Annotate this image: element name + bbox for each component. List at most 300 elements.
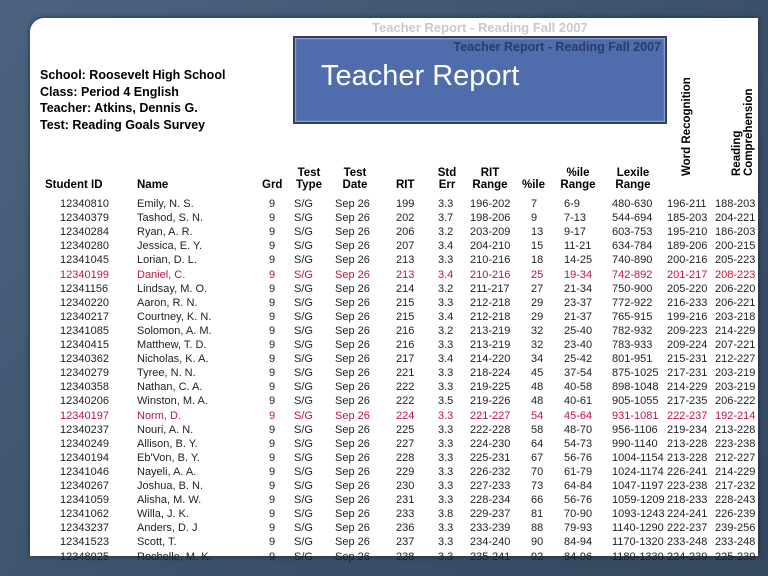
- student-id-cell: 12340237: [60, 423, 109, 436]
- page-number: p. 3: [678, 33, 728, 63]
- test-type-cell: S/G: [294, 339, 313, 351]
- header-pct-range-1: %ile: [566, 167, 590, 179]
- test-type-cell: S/G: [294, 296, 313, 309]
- header-grd: Grd: [262, 179, 283, 191]
- report-info: [40, 67, 225, 133]
- test-type-cell: S/G: [294, 282, 313, 295]
- std-err-cell: 3.3: [438, 494, 454, 507]
- word-recognition-cell: 199-216: [667, 310, 708, 323]
- header-rit-range-1: RIT: [480, 167, 500, 179]
- std-err-cell: 3.3: [438, 198, 454, 210]
- percentile-cell: 81: [531, 508, 544, 521]
- table-row: [0, 409, 768, 423]
- class-line: Class: Period 4 English: [40, 84, 179, 99]
- word-recognition-cell: 213-228: [667, 451, 708, 464]
- grade-cell: 9: [269, 282, 276, 295]
- word-recognition-cell: 223-238: [667, 480, 708, 492]
- rit-range-cell: 213-219: [470, 324, 511, 337]
- word-recognition-cell: 200-216: [667, 254, 708, 267]
- student-id-cell: 12340199: [60, 268, 109, 281]
- std-err-cell: 3.2: [438, 324, 454, 337]
- student-name-cell: Emily, N. S.: [137, 198, 194, 210]
- lexile-range-cell: 1140-1290: [612, 522, 664, 535]
- student-name-cell: Ryan, A. R.: [137, 226, 193, 239]
- lexile-range-cell: 772-922: [612, 296, 653, 309]
- reading-comprehension-cell: 214-229: [715, 324, 756, 337]
- table-row: [0, 310, 768, 324]
- test-type-cell: S/G: [294, 226, 313, 239]
- table-row: [0, 479, 768, 493]
- table-row: [0, 197, 768, 211]
- rit-range-cell: 210-216: [470, 268, 511, 281]
- test-date-cell: Sep 26: [335, 536, 370, 549]
- rit-cell: 231: [396, 494, 415, 507]
- header-std-err-2: Err: [438, 179, 456, 191]
- student-name-cell: Winston, M. A.: [137, 395, 208, 408]
- rit-range-cell: 212-218: [470, 296, 511, 309]
- rit-cell: 206: [396, 226, 415, 239]
- test-type-cell: S/G: [294, 451, 313, 464]
- percentile-range-cell: 56-76: [564, 451, 593, 464]
- student-name-cell: Allison, B. Y.: [137, 437, 198, 450]
- std-err-cell: 3.8: [438, 508, 454, 521]
- percentile-range-cell: 84-96: [564, 550, 593, 563]
- table-row: [0, 423, 768, 437]
- rit-range-cell: 235-241: [470, 550, 511, 563]
- rit-cell: 216: [396, 324, 415, 337]
- lexile-range-cell: 1047-1197: [612, 480, 664, 492]
- grade-cell: 9: [269, 226, 276, 239]
- word-recognition-cell: 189-206: [667, 240, 708, 253]
- grade-cell: 9: [269, 198, 276, 210]
- table-row: [0, 239, 768, 253]
- test-date-cell: Sep 26: [335, 508, 370, 521]
- header-std-err-1: Std: [437, 167, 457, 179]
- test-date-cell: Sep 26: [335, 437, 370, 450]
- student-id-cell: 12343237: [60, 522, 109, 535]
- percentile-range-cell: 25-42: [564, 353, 593, 366]
- lexile-range-cell: 801-951: [612, 353, 653, 366]
- student-name-cell: Nayeli, A. A.: [137, 465, 197, 478]
- student-name-cell: Tashod, S. N.: [137, 212, 204, 225]
- std-err-cell: 3.3: [438, 339, 454, 351]
- percentile-range-cell: 48-70: [564, 423, 593, 436]
- lexile-range-cell: 898-1048: [612, 381, 659, 394]
- test-type-cell: S/G: [294, 212, 313, 225]
- student-id-cell: 12341045: [60, 254, 109, 267]
- test-date-cell: Sep 26: [335, 494, 370, 507]
- reading-comprehension-cell: 212-227: [715, 353, 756, 366]
- student-id-cell: 12341059: [60, 494, 109, 507]
- rit-range-cell: 212-218: [470, 310, 511, 323]
- percentile-cell: 13: [531, 226, 544, 239]
- reading-comprehension-cell: 200-215: [715, 240, 756, 253]
- std-err-cell: 3.7: [438, 212, 454, 225]
- grade-cell: 9: [269, 494, 276, 507]
- teacher-line: Teacher: Atkins, Dennis G.: [40, 101, 198, 115]
- percentile-range-cell: 25-40: [564, 324, 593, 337]
- header-lexile-1: Lexile: [616, 167, 650, 179]
- std-err-cell: 3.3: [438, 480, 454, 492]
- student-id-cell: 12340249: [60, 437, 109, 450]
- percentile-range-cell: 6-9: [564, 198, 580, 210]
- lexile-range-cell: 1024-1174: [612, 465, 664, 478]
- lexile-range-cell: 931-1081: [612, 409, 659, 422]
- std-err-cell: 3.3: [438, 423, 454, 436]
- grade-cell: 9: [269, 381, 276, 394]
- student-name-cell: Jessica, E. Y.: [137, 240, 203, 253]
- rit-cell: 216: [396, 339, 415, 351]
- student-id-cell: 12340206: [60, 395, 109, 408]
- test-date-cell: Sep 26: [335, 282, 370, 295]
- lexile-range-cell: 480-630: [612, 198, 653, 210]
- rit-range-cell: 226-232: [470, 465, 511, 478]
- lexile-range-cell: 544-694: [612, 212, 653, 225]
- student-name-cell: Joshua, B. N.: [137, 480, 204, 492]
- test-type-cell: S/G: [294, 437, 313, 450]
- table-row: [0, 324, 768, 338]
- percentile-range-cell: 40-58: [564, 381, 593, 394]
- grade-cell: 9: [269, 395, 276, 408]
- rit-cell: 207: [396, 240, 415, 253]
- word-recognition-cell: 218-233: [667, 494, 708, 507]
- percentile-cell: 64: [531, 437, 544, 450]
- word-recognition-cell: 226-241: [667, 465, 708, 478]
- word-recognition-cell: 222-237: [667, 409, 708, 422]
- percentile-range-cell: 21-34: [564, 282, 593, 295]
- percentile-cell: 32: [531, 339, 544, 351]
- rit-cell: 199: [396, 198, 415, 210]
- test-line: Test: Reading Goals Survey: [40, 117, 206, 132]
- header-lexile-2: Range: [615, 179, 651, 191]
- rit-cell: 222: [396, 381, 415, 394]
- rit-cell: 215: [396, 310, 415, 323]
- header-pct: %ile: [522, 179, 546, 191]
- grade-cell: 9: [269, 480, 276, 492]
- student-name-cell: Nathan, C. A.: [137, 381, 203, 394]
- percentile-range-cell: 84-94: [564, 536, 593, 549]
- grade-cell: 9: [269, 212, 276, 225]
- grade-cell: 9: [269, 353, 276, 366]
- test-date-cell: Sep 26: [335, 423, 370, 436]
- rit-range-cell: 228-234: [470, 494, 511, 507]
- percentile-range-cell: 64-84: [564, 480, 593, 492]
- word-recognition-cell: 224-239: [667, 550, 708, 563]
- lexile-range-cell: 1170-1320: [612, 536, 664, 549]
- test-date-cell: Sep 26: [335, 212, 370, 225]
- word-recognition-cell: 224-241: [667, 508, 708, 521]
- test-date-cell: Sep 26: [335, 465, 370, 478]
- rit-cell: 228: [396, 451, 415, 464]
- test-type-cell: S/G: [294, 310, 313, 323]
- test-date-cell: Sep 26: [335, 451, 370, 464]
- percentile-range-cell: 56-76: [564, 494, 593, 507]
- std-err-cell: 3.3: [438, 367, 454, 380]
- word-recognition-cell: 233-248: [667, 536, 708, 549]
- student-id-cell: 12340284: [60, 226, 109, 239]
- overlay-report-header: Teacher Report - Reading Fall 2007: [453, 40, 661, 54]
- reading-comprehension-cell: 205-223: [715, 254, 756, 267]
- lexile-range-cell: 740-890: [612, 254, 653, 267]
- reading-comprehension-cell: 192-214: [715, 409, 756, 422]
- grade-cell: 9: [269, 409, 276, 422]
- student-id-cell: 12340280: [60, 240, 109, 253]
- student-name-cell: Scott, T.: [137, 536, 177, 549]
- word-recognition-cell: 185-203: [667, 212, 708, 225]
- percentile-cell: 66: [531, 494, 544, 507]
- rit-cell: 215: [396, 296, 415, 309]
- student-id-cell: 12340810: [60, 198, 109, 210]
- word-recognition-cell: 214-229: [667, 381, 708, 394]
- percentile-cell: 32: [531, 324, 544, 337]
- rit-range-cell: 204-210: [470, 240, 511, 253]
- student-name-cell: Norm, D.: [137, 409, 181, 422]
- table-row: [0, 521, 768, 535]
- table-row: [0, 225, 768, 239]
- percentile-cell: 18: [531, 254, 544, 267]
- percentile-range-cell: 23-40: [564, 339, 593, 351]
- reading-comprehension-cell: 226-239: [715, 508, 756, 521]
- test-type-cell: S/G: [294, 508, 313, 521]
- lexile-range-cell: 750-900: [612, 282, 653, 295]
- rit-range-cell: 234-240: [470, 536, 511, 549]
- rit-range-cell: 219-226: [470, 395, 511, 408]
- word-recognition-cell: 217-231: [667, 367, 708, 380]
- lexile-range-cell: 782-932: [612, 324, 653, 337]
- std-err-cell: 3.3: [438, 409, 454, 422]
- student-name-cell: Alisha, M. W.: [137, 494, 202, 507]
- percentile-cell: 58: [531, 423, 544, 436]
- test-type-cell: S/G: [294, 353, 313, 366]
- header-word-recognition: Word Recognition: [681, 77, 693, 176]
- table-row: [0, 296, 768, 310]
- table-row: [0, 394, 768, 408]
- word-recognition-cell: 195-210: [667, 226, 708, 239]
- student-name-cell: Matthew, T. D.: [137, 339, 207, 351]
- grade-cell: 9: [269, 310, 276, 323]
- word-recognition-cell: 209-223: [667, 324, 708, 337]
- percentile-cell: 90: [531, 536, 544, 549]
- test-date-cell: Sep 26: [335, 324, 370, 337]
- header-test-type-1: Test: [297, 167, 321, 179]
- lexile-range-cell: 1093-1243: [612, 508, 665, 521]
- percentile-cell: 67: [531, 451, 544, 464]
- rit-cell: 227: [396, 437, 415, 450]
- lexile-range-cell: 603-753: [612, 226, 653, 239]
- rit-cell: 214: [396, 282, 415, 295]
- test-type-cell: S/G: [294, 254, 313, 267]
- reading-comprehension-cell: 206-222: [715, 395, 756, 408]
- reading-comprehension-cell: 203-218: [715, 310, 756, 323]
- lexile-range-cell: 1059-1209: [612, 494, 665, 507]
- word-recognition-cell: 196-211: [667, 198, 707, 210]
- test-type-cell: S/G: [294, 423, 313, 436]
- test-type-cell: S/G: [294, 522, 313, 535]
- test-type-cell: S/G: [294, 409, 313, 422]
- rit-cell: 229: [396, 465, 415, 478]
- std-err-cell: 3.2: [438, 282, 454, 295]
- reading-comprehension-cell: 203-219: [715, 367, 756, 380]
- student-id-cell: 12341523: [60, 536, 109, 549]
- student-id-cell: 12340217: [60, 310, 109, 323]
- rit-range-cell: 222-228: [470, 423, 511, 436]
- reading-comprehension-cell: 206-221: [715, 296, 756, 309]
- std-err-cell: 3.3: [438, 536, 454, 549]
- test-date-cell: Sep 26: [335, 226, 370, 239]
- percentile-range-cell: 9-17: [564, 226, 587, 239]
- rit-range-cell: 229-237: [470, 508, 511, 521]
- test-date-cell: Sep 26: [335, 339, 370, 351]
- table-row: [0, 282, 768, 296]
- student-name-cell: Nouri, A. N.: [137, 423, 194, 436]
- overlay-title: Teacher Report: [321, 60, 520, 92]
- grade-cell: 9: [269, 437, 276, 450]
- std-err-cell: 3.2: [438, 226, 454, 239]
- grade-cell: 9: [269, 550, 276, 563]
- rit-range-cell: 225-231: [470, 451, 511, 464]
- word-recognition-cell: 217-235: [667, 395, 708, 408]
- percentile-cell: 15: [531, 240, 544, 253]
- header-reading-line1: Reading: [731, 130, 743, 176]
- percentile-cell: 27: [531, 282, 544, 295]
- grade-cell: 9: [269, 522, 276, 535]
- header-rit-range-2: Range: [472, 179, 508, 191]
- percentile-range-cell: 11-21: [564, 240, 592, 253]
- std-err-cell: 3.3: [438, 451, 454, 464]
- student-id-cell: 12340220: [60, 296, 109, 309]
- test-date-cell: Sep 26: [335, 522, 370, 535]
- std-err-cell: 3.3: [438, 465, 454, 478]
- student-id-cell: 12341085: [60, 324, 109, 337]
- grade-cell: 9: [269, 268, 276, 281]
- table-row: [0, 380, 768, 394]
- student-id-cell: 12340279: [60, 367, 109, 380]
- reading-comprehension-cell: 212-227: [715, 451, 756, 464]
- table-row: [0, 451, 768, 465]
- test-date-cell: Sep 26: [335, 480, 370, 492]
- header-name: Name: [137, 179, 169, 191]
- header-pct-range-2: Range: [560, 179, 596, 191]
- word-recognition-cell: 213-228: [667, 437, 708, 450]
- rit-cell: 224: [396, 409, 415, 422]
- lexile-range-cell: 1004-1154: [612, 451, 664, 464]
- rit-cell: 221: [396, 367, 415, 380]
- rit-cell: 233: [396, 508, 415, 521]
- table-row: [0, 253, 768, 267]
- student-name-cell: Eb'Von, B. Y.: [137, 451, 200, 464]
- rit-range-cell: 227-233: [470, 480, 511, 492]
- header-test-date-1: Test: [343, 167, 367, 179]
- std-err-cell: 3.4: [438, 353, 454, 366]
- reading-comprehension-cell: 225-239: [715, 550, 756, 563]
- test-date-cell: Sep 26: [335, 254, 370, 267]
- percentile-range-cell: 61-79: [564, 465, 593, 478]
- word-recognition-cell: 215-231: [667, 353, 708, 366]
- student-id-cell: 12341046: [60, 465, 109, 478]
- rit-cell: 238: [396, 550, 415, 563]
- student-name-cell: Nicholas, K. A.: [137, 353, 209, 366]
- word-recognition-cell: 205-220: [667, 282, 708, 295]
- column-headers: [0, 168, 768, 192]
- rit-range-cell: 203-209: [470, 226, 511, 239]
- percentile-cell: 92: [531, 550, 544, 563]
- table-row: [0, 366, 768, 380]
- test-date-cell: Sep 26: [335, 296, 370, 309]
- reading-comprehension-cell: 186-203: [715, 226, 756, 239]
- grade-cell: 9: [269, 451, 276, 464]
- std-err-cell: 3.3: [438, 550, 454, 563]
- word-recognition-cell: 216-233: [667, 296, 708, 309]
- test-type-cell: S/G: [294, 198, 313, 210]
- reading-comprehension-cell: 239-256: [715, 522, 756, 535]
- rit-range-cell: 224-230: [470, 437, 511, 450]
- table-row: [0, 211, 768, 225]
- student-name-cell: Lindsay, M. O.: [137, 282, 208, 295]
- student-name-cell: Rochelle, M. K.: [137, 550, 212, 563]
- percentile-cell: 54: [531, 409, 544, 422]
- test-date-cell: Sep 26: [335, 367, 370, 380]
- table-row: [0, 268, 768, 282]
- grade-cell: 9: [269, 324, 276, 337]
- report-header: Teacher Report - Reading Fall 2007: [372, 20, 588, 35]
- student-id-cell: 12348925: [60, 550, 109, 563]
- table-row: [0, 338, 768, 352]
- rit-cell: 236: [396, 522, 415, 535]
- std-err-cell: 3.5: [438, 395, 454, 408]
- student-name-cell: Willa, J. K.: [137, 508, 189, 521]
- reading-comprehension-cell: 203-219: [715, 381, 756, 394]
- std-err-cell: 3.3: [438, 437, 454, 450]
- test-type-cell: S/G: [294, 550, 313, 563]
- std-err-cell: 3.4: [438, 268, 454, 281]
- lexile-range-cell: 742-892: [612, 268, 653, 281]
- rit-range-cell: 210-216: [470, 254, 511, 267]
- rit-range-cell: 198-206: [470, 212, 511, 225]
- rit-range-cell: 219-225: [470, 381, 511, 394]
- percentile-range-cell: 14-25: [564, 254, 593, 267]
- reading-comprehension-cell: 206-220: [715, 282, 756, 295]
- std-err-cell: 3.4: [438, 240, 454, 253]
- grade-cell: 9: [269, 508, 276, 521]
- test-date-cell: Sep 26: [335, 409, 370, 422]
- rit-range-cell: 196-202: [470, 198, 511, 210]
- header-rit: RIT: [396, 179, 415, 191]
- reading-comprehension-cell: 204-221: [715, 212, 756, 225]
- rit-cell: 213: [396, 254, 415, 267]
- student-id-cell: 12340379: [60, 212, 109, 225]
- rit-range-cell: 211-217: [470, 282, 510, 295]
- rit-range-cell: 214-220: [470, 353, 511, 366]
- grade-cell: 9: [269, 536, 276, 549]
- school-line: School: Roosevelt High School: [40, 68, 226, 82]
- header-reading-line2: Comprehension: [743, 88, 755, 176]
- table-row: [0, 437, 768, 451]
- test-date-cell: Sep 26: [335, 198, 370, 210]
- lexile-range-cell: 1180-1330: [612, 550, 664, 563]
- header-test-type-2: Type: [296, 179, 322, 191]
- student-id-cell: 12340362: [60, 353, 109, 366]
- percentile-range-cell: 70-90: [564, 508, 593, 521]
- student-name-cell: Solomon, A. M.: [137, 324, 212, 337]
- percentile-range-cell: 21-37: [564, 310, 593, 323]
- reading-comprehension-cell: 188-203: [715, 198, 756, 210]
- percentile-range-cell: 37-54: [564, 367, 593, 380]
- test-type-cell: S/G: [294, 324, 313, 337]
- reading-comprehension-cell: 214-229: [715, 465, 756, 478]
- lexile-range-cell: 956-1106: [612, 423, 658, 436]
- test-type-cell: S/G: [294, 536, 313, 549]
- test-type-cell: S/G: [294, 240, 313, 253]
